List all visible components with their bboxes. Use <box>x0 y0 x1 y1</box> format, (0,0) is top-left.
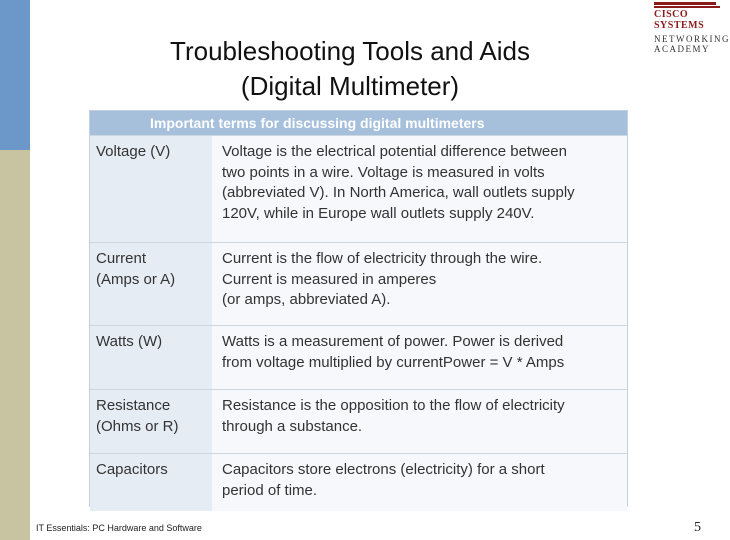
table-row <box>90 135 627 242</box>
side-bar-blue <box>0 0 30 150</box>
table-row <box>90 453 627 511</box>
description-cell <box>212 136 627 242</box>
description-cell <box>212 243 627 325</box>
description-line: Voltage is the electrical potential difference between <box>222 143 567 160</box>
term-cell <box>90 326 212 389</box>
slide-title <box>100 34 600 104</box>
table-row <box>90 325 627 389</box>
side-bar-tan <box>0 150 30 540</box>
footer-course-name: IT Essentials: PC Hardware and Software <box>36 523 202 533</box>
term-cell <box>90 243 212 325</box>
term-cell <box>90 454 212 511</box>
term-line: Resistance <box>96 397 171 414</box>
cisco-bars-icon <box>654 2 716 5</box>
logo-academy: ACADEMY <box>654 44 711 54</box>
term-line: Current <box>96 250 147 267</box>
description-line: (or amps, abbreviated A). <box>222 291 391 308</box>
slide-title-line-2: (Digital Multimeter) <box>240 71 460 101</box>
description-cell <box>212 454 627 511</box>
description-line: (abbreviated V). In North America, wall outlets supply <box>222 184 575 201</box>
logo-academy-text <box>654 34 730 54</box>
description-cell <box>212 390 627 453</box>
description-line: Current is the flow of electricity through the wire. <box>222 250 543 267</box>
table-header: Important terms for discussing digital multimeters <box>90 111 627 135</box>
page-number: 5 <box>694 520 701 535</box>
description-line: two points in a wire. Voltage is measured in volts <box>222 163 545 181</box>
description-line: from voltage multiplied by currentPower = V * Amps <box>222 353 565 371</box>
table-row <box>90 242 627 325</box>
term-line: Voltage (V) <box>96 143 171 160</box>
description-cell <box>212 326 627 389</box>
term-line: Capacitors <box>96 461 168 478</box>
description-line: 120V, while in Europe wall outlets supply 240V. <box>222 204 535 222</box>
terms-table <box>89 110 628 507</box>
logo-networking: NETWORKING <box>654 34 730 44</box>
description-line: Current is measured in amperes <box>222 270 437 288</box>
term-line: (Ohms or R) <box>96 417 179 435</box>
logo-company-name: CISCO SYSTEMS <box>654 6 720 31</box>
description-line: Capacitors store electrons (electricity) for a short <box>222 461 545 478</box>
description-line: Watts is a measurement of power. Power is derived <box>222 333 564 350</box>
table-row <box>90 389 627 453</box>
term-cell <box>90 390 212 453</box>
description-line: period of time. <box>222 481 318 499</box>
description-line: through a substance. <box>222 417 363 435</box>
slide-title-line-1: Troubleshooting Tools and Aids <box>170 36 530 66</box>
cisco-logo <box>640 2 730 54</box>
term-line: (Amps or A) <box>96 270 176 288</box>
term-line: Watts (W) <box>96 333 163 350</box>
term-cell <box>90 136 212 242</box>
description-line: Resistance is the opposition to the flow of electricity <box>222 397 565 414</box>
